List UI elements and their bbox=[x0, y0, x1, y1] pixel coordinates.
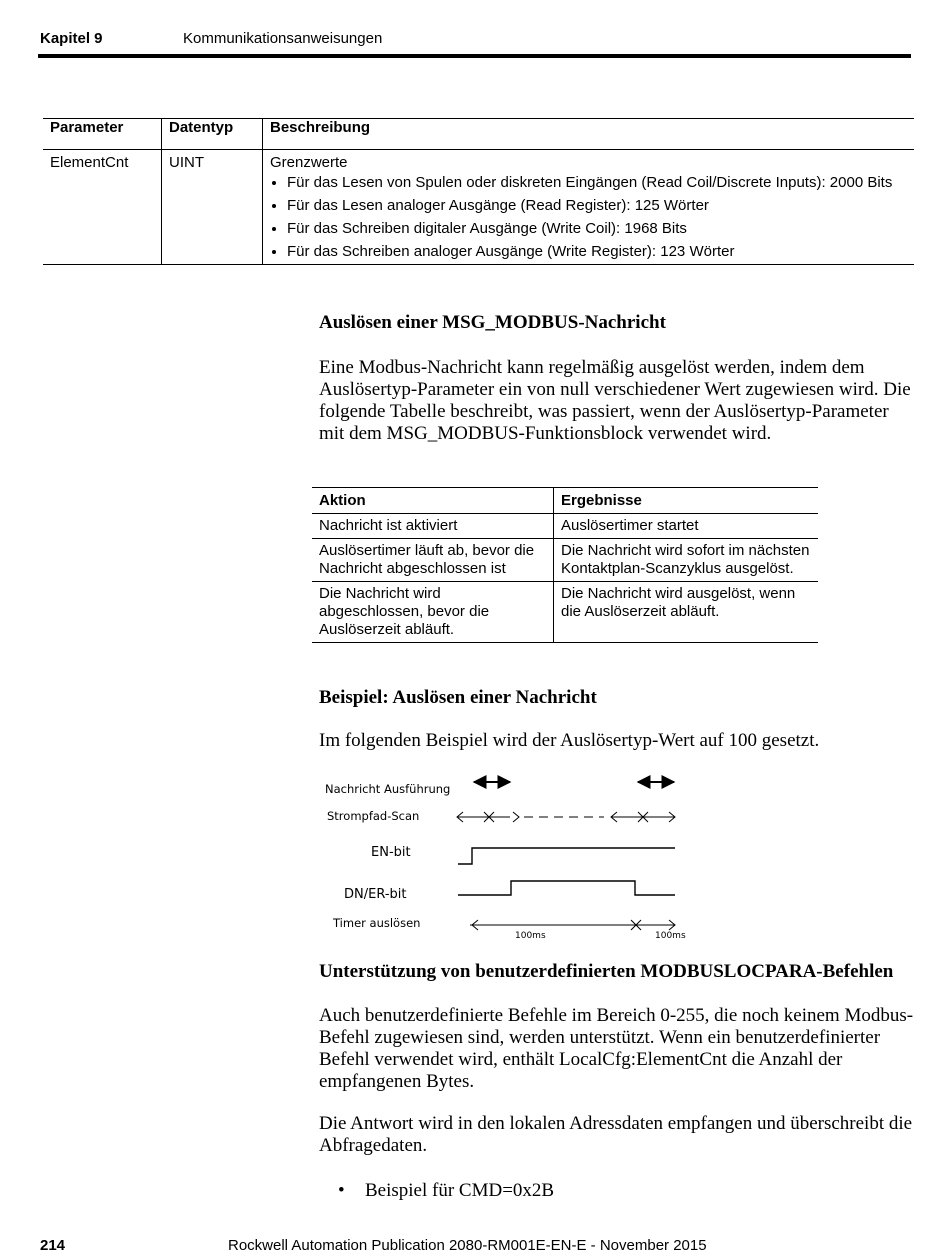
interval-label: 100ms bbox=[515, 931, 546, 941]
section-paragraph: Die Antwort wird in den lokalen Adressdaten empfangen und überschreibt die Abfragedaten. bbox=[319, 1113, 913, 1156]
trigger-table bbox=[312, 487, 818, 643]
cell-action: Auslösertimer läuft ab, bevor die Nachricht abgeschlossen ist bbox=[312, 539, 554, 582]
col-header-action: Aktion bbox=[312, 488, 554, 514]
parameter-table-header bbox=[43, 119, 914, 150]
interval-label: 100ms bbox=[655, 931, 686, 941]
bullet-marker: • bbox=[338, 1180, 345, 1201]
col-header-datatype: Datentyp bbox=[162, 119, 263, 150]
table-row bbox=[312, 582, 818, 643]
section-paragraph: Im folgenden Beispiel wird der Auslösertyp-Wert auf 100 gesetzt. bbox=[319, 730, 820, 751]
label-en-bit: EN-bit bbox=[371, 845, 411, 860]
rung-scan-line bbox=[457, 812, 675, 822]
label-trigger-timer: Timer auslösen bbox=[333, 916, 421, 930]
label-rung-scan: Strompfad-Scan bbox=[327, 809, 420, 823]
cell-description bbox=[263, 150, 915, 265]
cell-result: Die Nachricht wird ausgelöst, wenn die Auslöserzeit abläuft. bbox=[554, 582, 819, 643]
description-intro: Grenzwerte bbox=[270, 154, 348, 171]
page-number: 214 bbox=[40, 1237, 66, 1254]
label-dn-er-bit: DN/ER-bit bbox=[344, 887, 407, 902]
list-item: • Für das Lesen analoger Ausgänge (Read Register): 125 Wörter bbox=[287, 197, 907, 214]
cell-action: Nachricht ist aktiviert bbox=[312, 514, 554, 539]
en-bit-signal bbox=[458, 848, 675, 864]
dn-er-bit-signal bbox=[458, 881, 675, 895]
label-message-execution: Nachricht Ausführung bbox=[325, 782, 451, 796]
limits-list bbox=[270, 174, 907, 260]
table-row bbox=[43, 150, 914, 265]
list-item: • Für das Lesen von Spulen oder diskreten Eingängen (Read Coil/Discrete Inputs): 2000 Bits bbox=[287, 174, 907, 191]
chapter-label: Kapitel 9 bbox=[40, 30, 103, 47]
col-header-results: Ergebnisse bbox=[554, 488, 819, 514]
bullet-item: Beispiel für CMD=0x2B bbox=[365, 1180, 555, 1201]
list-item: • Für das Schreiben analoger Ausgänge (Write Register): 123 Wörter bbox=[287, 243, 907, 260]
cell-action: Die Nachricht wird abgeschlossen, bevor die Auslöserzeit abläuft. bbox=[312, 582, 554, 643]
trigger-timer-line bbox=[470, 920, 675, 930]
section-paragraph: Auch benutzerdefinierte Befehle im Bereich 0-255, die noch keinem Modbus-Befehl zugewiesen sind, werden unterstützt. Wenn ein benutzerdefinierter Befehl verwendet wird, enthält LocalCfg:ElementCnt die Anzahl der empfangenen Bytes. bbox=[319, 1005, 914, 1092]
col-header-description: Beschreibung bbox=[263, 119, 915, 150]
table-row bbox=[312, 514, 818, 539]
timing-diagram bbox=[318, 770, 688, 942]
trigger-table-header bbox=[312, 488, 818, 514]
cell-parameter: ElementCnt bbox=[43, 150, 162, 265]
section-heading: Beispiel: Auslösen einer Nachricht bbox=[319, 687, 597, 708]
cell-result: Auslösertimer startet bbox=[554, 514, 819, 539]
section-heading: Unterstützung von benutzerdefinierten MODBUSLOCPARA-Befehlen bbox=[319, 961, 894, 982]
parameter-table bbox=[43, 118, 914, 265]
cell-result: Die Nachricht wird sofort im nächsten Kontaktplan-Scanzyklus ausgelöst. bbox=[554, 539, 819, 582]
section-heading: Auslösen einer MSG_MODBUS-Nachricht bbox=[319, 312, 666, 333]
table-row bbox=[312, 539, 818, 582]
col-header-parameter: Parameter bbox=[43, 119, 162, 150]
header-rule bbox=[38, 54, 911, 58]
section-paragraph: Eine Modbus-Nachricht kann regelmäßig ausgelöst werden, indem dem Auslösertyp-Parameter ein von null verschiedener Wert zugewiesen wird. Die folgende Tabelle beschreibt, was passiert, wenn der Auslösertyp-Parameter mit dem MSG_MODBUS-Funktionsblock verwendet wird. bbox=[319, 357, 911, 444]
publication-info: Rockwell Automation Publication 2080-RM001E-EN-E - November 2015 bbox=[228, 1237, 707, 1254]
list-item: • Für das Schreiben digitaler Ausgänge (Write Coil): 1968 Bits bbox=[287, 220, 907, 237]
chapter-title: Kommunikationsanweisungen bbox=[183, 30, 383, 47]
cell-datatype: UINT bbox=[162, 150, 263, 265]
